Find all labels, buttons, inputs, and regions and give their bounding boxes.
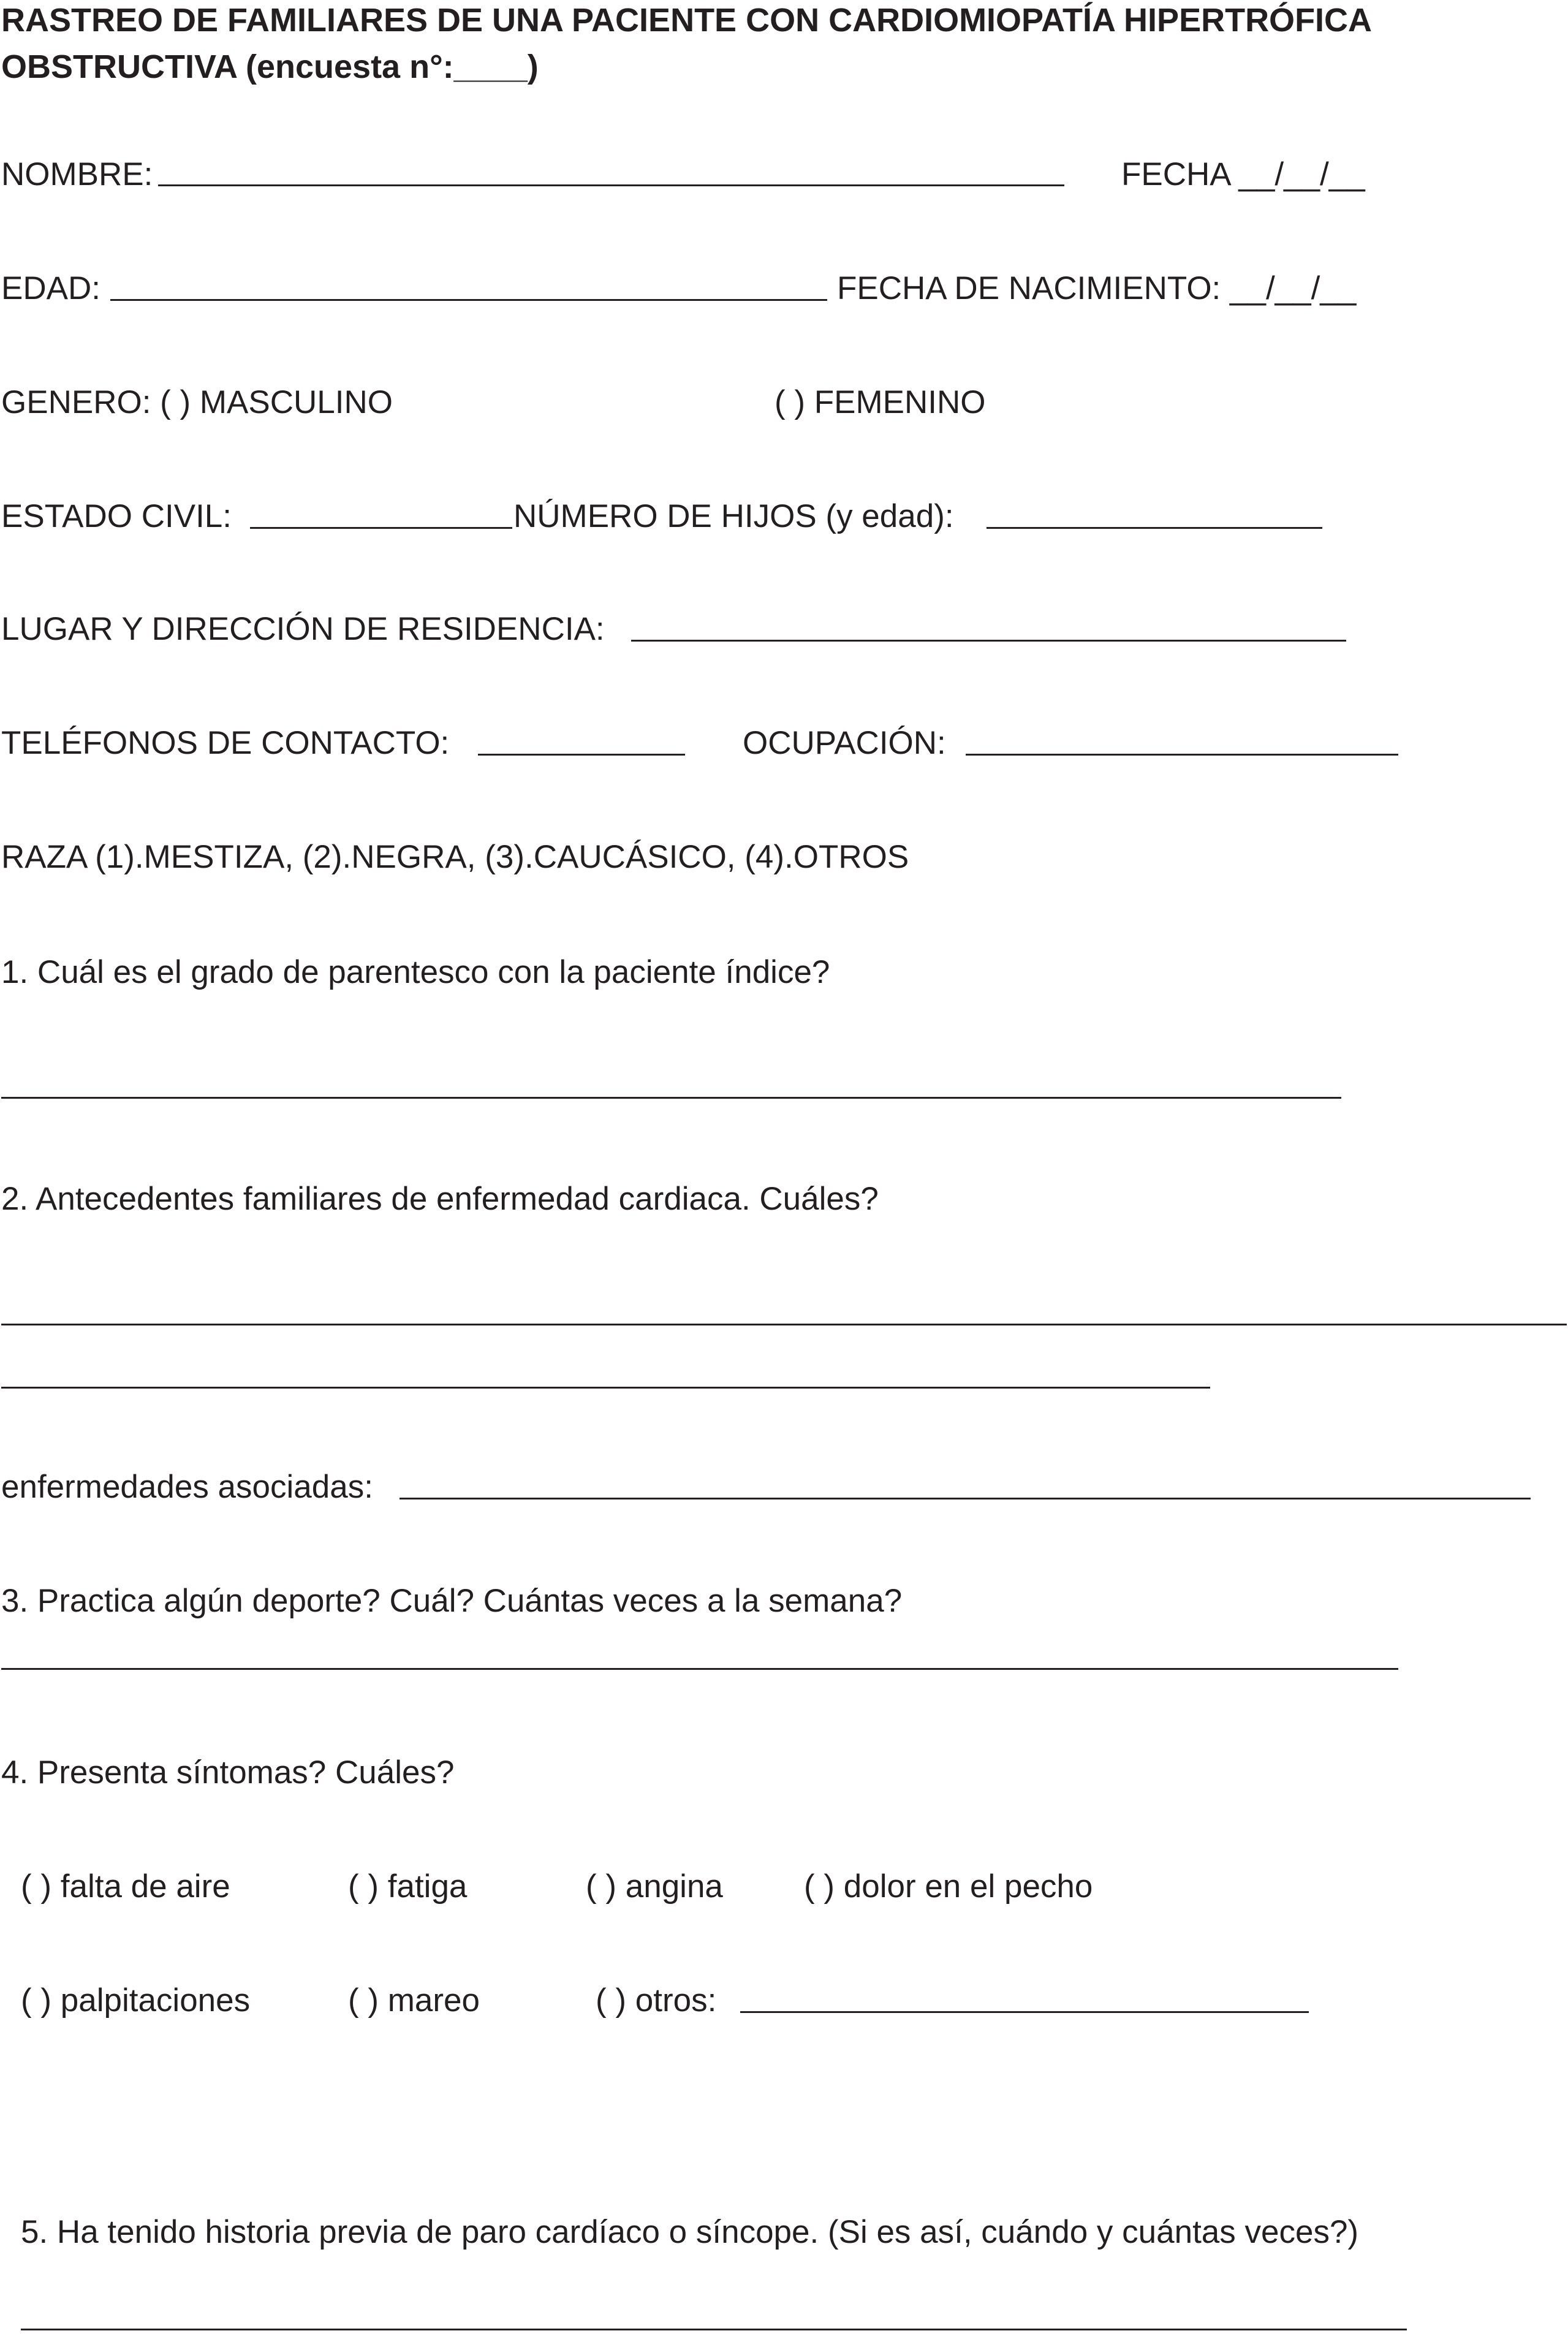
estado-civil-field[interactable]: [250, 527, 512, 529]
question-1-answer-line[interactable]: [1, 1097, 1341, 1099]
genero-masculino-option[interactable]: GENERO: ( ) MASCULINO: [1, 384, 393, 420]
residencia-label: LUGAR Y DIRECCIÓN DE RESIDENCIA:: [1, 611, 605, 647]
symptom-otros[interactable]: ( ) otros:: [596, 1982, 717, 2019]
ocupacion-field[interactable]: [966, 754, 1398, 756]
edad-field[interactable]: [110, 299, 827, 301]
genero-femenino-option[interactable]: ( ) FEMENINO: [775, 384, 986, 420]
question-5: 5. Ha tenido historia previa de paro cardíaco o síncope. (Si es así, cuándo y cuántas veces?): [21, 2214, 1359, 2250]
telefonos-field[interactable]: [478, 754, 685, 756]
enfermedades-field[interactable]: [400, 1498, 1531, 1499]
fecha-label: FECHA __/__/__: [1121, 156, 1365, 192]
fecha-nacimiento-label: FECHA DE NACIMIENTO: __/__/__: [837, 270, 1357, 306]
symptom-falta-de-aire[interactable]: ( ) falta de aire: [21, 1868, 230, 1905]
question-2: 2. Antecedentes familiares de enfermedad cardiaca. Cuáles?: [1, 1181, 879, 1217]
raza-options: RAZA (1).MESTIZA, (2).NEGRA, (3).CAUCÁSICO, (4).OTROS: [1, 839, 909, 875]
question-1: 1. Cuál es el grado de parentesco con la paciente índice?: [1, 954, 830, 990]
nombre-field[interactable]: [158, 184, 1064, 186]
numero-hijos-field[interactable]: [987, 527, 1322, 529]
symptom-dolor-pecho[interactable]: ( ) dolor en el pecho: [804, 1868, 1093, 1905]
telefonos-label: TELÉFONOS DE CONTACTO:: [1, 725, 450, 761]
question-4: 4. Presenta síntomas? Cuáles?: [1, 1754, 455, 1791]
symptom-angina[interactable]: ( ) angina: [586, 1868, 723, 1905]
symptom-otros-field[interactable]: [740, 2011, 1309, 2013]
nombre-label: NOMBRE:: [1, 156, 153, 192]
symptom-fatiga[interactable]: ( ) fatiga: [348, 1868, 468, 1905]
edad-label: EDAD:: [1, 270, 100, 306]
numero-hijos-label: NÚMERO DE HIJOS (y edad):: [513, 498, 954, 534]
residencia-field[interactable]: [631, 640, 1346, 642]
ocupacion-label: OCUPACIÓN:: [743, 725, 946, 761]
symptom-mareo[interactable]: ( ) mareo: [348, 1982, 480, 2019]
enfermedades-label: enfermedades asociadas:: [1, 1469, 373, 1505]
symptom-palpitaciones[interactable]: ( ) palpitaciones: [21, 1982, 251, 2019]
question-2-answer-line-1[interactable]: [1, 1324, 1567, 1325]
estado-civil-label: ESTADO CIVIL:: [1, 498, 232, 534]
question-2-answer-line-2[interactable]: [1, 1387, 1210, 1389]
form-title-line2: OBSTRUCTIVA (encuesta n°:____): [1, 48, 539, 85]
question-3: 3. Practica algún deporte? Cuál? Cuántas veces a la semana?: [1, 1583, 903, 1619]
form-title-line1: RASTREO DE FAMILIARES DE UNA PACIENTE CON CARDIOMIOPATÍA HIPERTRÓFICA: [1, 2, 1373, 39]
question-5-answer-line[interactable]: [21, 2329, 1407, 2330]
question-3-answer-line[interactable]: [1, 1668, 1398, 1670]
